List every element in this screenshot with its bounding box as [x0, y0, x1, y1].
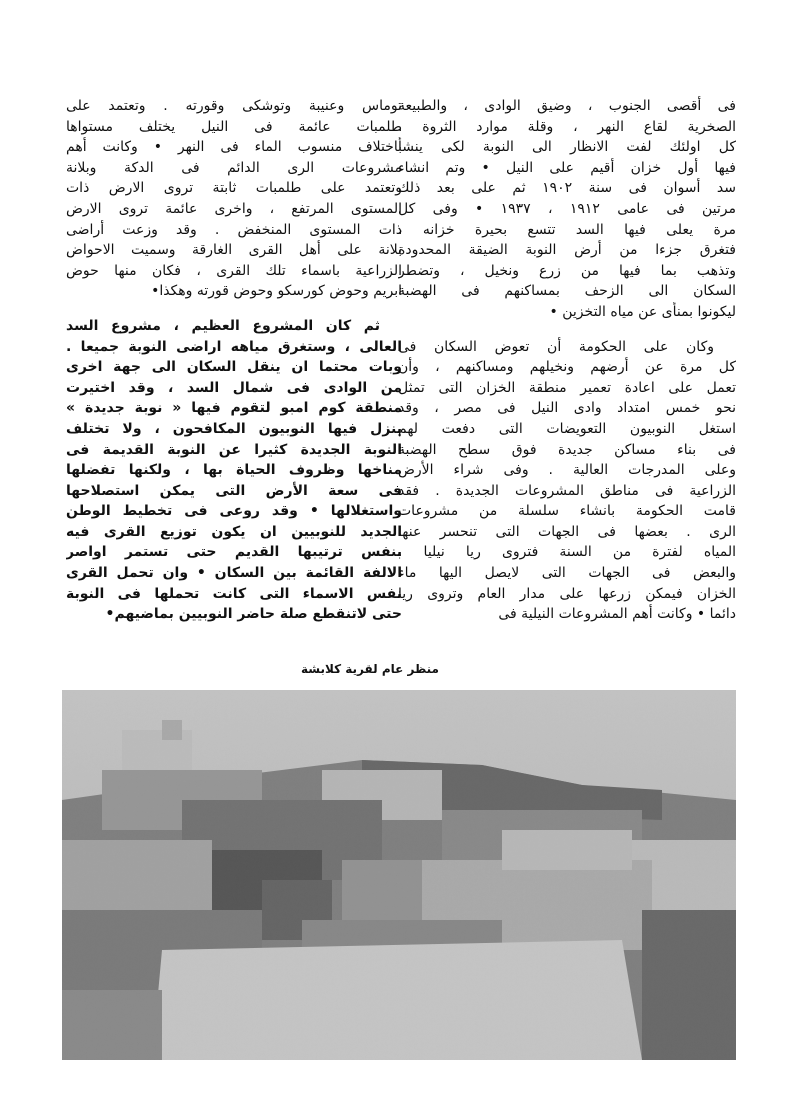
text-line: النوبة الجديدة كثيرا عن النوبة القديمة فى [66, 441, 402, 458]
text-line: وتذهب بما فيها من زرع ونخيل ، وتضطر [398, 262, 736, 279]
text-line: الجديد للنوبيين ان يكون توزيع القرى فيه [66, 523, 402, 540]
text-line: ينزل فيها النوبيون المكافحون ، ولا تختلف [66, 420, 402, 437]
text-line: تعمل على اعادة تعمير منطقة الخزان التى تمثل [398, 379, 736, 396]
paragraph [398, 337, 736, 625]
text-line: كل مرة عن أرضهم ونخيلهم ومساكنهم ، وأن [398, 359, 736, 376]
text-line: الرى . بعضها فى الجهات التى تنحسر عنها [398, 523, 736, 540]
paragraph [66, 316, 402, 625]
text-line: العالى ، وستغرق مياهه اراضى النوبة جميعا . [66, 338, 402, 355]
text-line: نفس الاسماء التى كانت تحملها فى النوبة [66, 585, 402, 602]
text-line: السكان الى الزحف بمساكنهم فى الهضبة [398, 283, 736, 300]
text-line: والبعض فى الجهات التى لايصل اليها ماء [398, 565, 736, 582]
left-text-column [66, 96, 402, 639]
text-line: الصخرية لقاع النهر ، وقلة موارد الثروة . [398, 118, 736, 135]
text-line: توماس وعنيبة وتوشكى وقورته . وتعتمد على [66, 98, 402, 114]
text-line: ذات المستوى المنخفض . وقد وزعت أراضى [66, 221, 402, 238]
text-line: ثم كان المشروع العظيم ، مشروع السد [66, 317, 380, 334]
text-line: المستوى المرتفع ، واخرى عائمة تروى الارض [66, 200, 402, 217]
right-text-column [398, 96, 736, 639]
text-line: الزراعية باسماء تلك القرى ، فكان منها حوض [66, 262, 402, 279]
text-line: وبات محتما ان ينقل السكان الى جهة اخرى [66, 359, 402, 376]
text-line: فى سعة الأرض التى يمكن استصلاحها [66, 482, 402, 499]
text-line: مشروعات الرى الدائم فى الدكة وبلانة [66, 159, 402, 176]
text-line: مناخها وظروف الحياة بها ، ولكنها تفضلها [66, 462, 402, 479]
text-line: بنفس ترتيبها القديم حتى تستمر اواصر [66, 544, 402, 561]
text-line: الزراعية فى مناطق المشروعات الجديدة . فقد [398, 482, 736, 499]
text-line: فى أقصى الجنوب ، وضيق الوادى ، والطبيعة [398, 98, 736, 114]
text-line: استغل النوبيون التعويضات التى دفعت لهم [398, 420, 736, 437]
photo-caption: منظر عام لقرية كلابشة [301, 662, 439, 676]
text-line: وكان على الحكومة أن تعوض السكان فى [398, 338, 714, 355]
text-line: بلانة على أهل القرى الغارقة وسميت الاحواض [66, 242, 402, 259]
text-line: من الوادى فى شمال السد ، وقد اختيرت [66, 379, 402, 396]
text-line: المياه لفترة من السنة فتروى ريا نيليا . [398, 544, 736, 561]
paragraph [398, 96, 736, 323]
text-line: الخزان فيمكن زرعها على مدار العام وتروى ريا [398, 585, 736, 602]
text-line: قامت الحكومة بانشاء سلسلة من مشروعات [398, 503, 736, 520]
text-line: واستغلالها • وقد روعى فى تخطيط الوطن [66, 503, 402, 520]
text-line: فى بناء مساكن جديدة فوق سطح الهضبة [398, 441, 736, 458]
text-line: ابريم وحوض كورسكو وحوض قورته وهكذا• [151, 283, 402, 300]
paragraph [66, 96, 402, 302]
village-photo [62, 690, 736, 1060]
text-line: دائما • وكانت أهم المشروعات النيلية فى [498, 606, 736, 623]
text-line: منطقة كوم امبو لتقوم فيها « نوبة جديدة » [66, 400, 402, 417]
text-line: وعلى المدرجات العالية . وفى شراء الأرض [398, 462, 736, 479]
text-line: طلمبات عائمة فى النيل يختلف مستواها [66, 118, 402, 135]
text-line: مرتين فى عامى ١٩١٢ ، ١٩٣٧ • وفى كل [398, 200, 736, 217]
text-line: مرة يعلى فيها السد تتسع بحيرة خزانه ، [398, 221, 736, 238]
text-line: وتعتمد على طلمبات ثابتة تروى الارض ذات [66, 180, 402, 197]
text-line: سد أسوان فى سنة ١٩٠٢ ثم على بعد ذلك [398, 180, 736, 197]
text-line: ليكونوا بمنأى عن مياه التخزين • [549, 303, 736, 320]
text-line: كل اولئك لفت الانظار الى النوبة لكى ينشأ [398, 139, 736, 156]
text-line: باختلاف منسوب الماء فى النهر • وكانت أهم [66, 139, 402, 156]
text-line: حتى لاتنقطع صلة حاضر النوبيين بماضيهم• [105, 606, 402, 623]
text-line: فتغرق جزءا من أرض النوبة الضيقة المحدودة [398, 242, 736, 259]
text-line: فيها أول خزان أقيم على النيل • وتم انشاء [398, 159, 736, 176]
text-line: نحو خمس امتداد وادى النيل فى مصر ، وقد [398, 400, 736, 417]
text-line: الالفة القائمة بين السكان • وان تحمل القرى [66, 565, 402, 582]
